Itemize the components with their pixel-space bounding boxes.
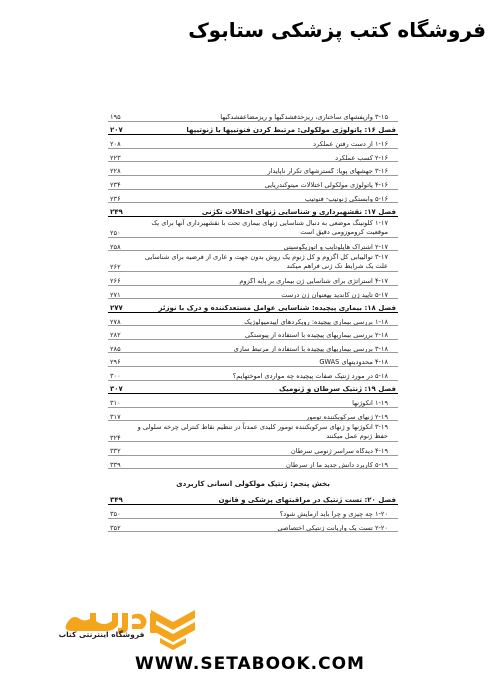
toc-section-row bbox=[108, 340, 398, 354]
page-title: فروشگاه کتب پزشکی ستابوک bbox=[188, 18, 486, 42]
toc-entry-title: ۵-۱۹ کاربرد دانش جدید ما از سرطان bbox=[286, 461, 388, 469]
toc-page-number: ۲۵۰ bbox=[110, 228, 121, 237]
toc-page-number: ۳۵۲ bbox=[110, 523, 121, 532]
toc-page-number: ۲۵۸ bbox=[110, 242, 121, 251]
toc-entry-title: ۴-۱۶ پاتولوژی مولکولی اختلالات میتوکندریایی bbox=[264, 181, 388, 189]
book-chevron-icon bbox=[148, 602, 198, 650]
toc-page-number: ۲۲۸ bbox=[110, 167, 121, 176]
toc-page-number: ۲۹۶ bbox=[110, 358, 121, 367]
toc-entry-title: ۲-۱۷ اشتراک هاپلوتایپ و اتوزیگوسیتی bbox=[283, 243, 388, 251]
toc-section-row bbox=[108, 313, 398, 327]
toc-entry-title: ۳-۱۶ جهشهای پویا: گسترشهای تکرار ناپایدار bbox=[267, 168, 388, 175]
toc-section-row bbox=[108, 408, 398, 422]
toc-section-row bbox=[108, 135, 398, 149]
toc-entry-title: ۳-۱۹ انکوژنها و ژنهای سرکوبکننده تومور کلیدی عمدتاً در تنظیم نقاط کنترلی چرخه سلولی و حفظ ژنوم عمل میکنند bbox=[137, 423, 388, 441]
toc-section-row bbox=[108, 353, 398, 367]
toc-section-row bbox=[108, 367, 398, 381]
toc-section-row bbox=[108, 394, 398, 408]
toc-page-number: ۳۲۴ bbox=[110, 433, 121, 442]
toc-section-row bbox=[108, 421, 398, 442]
toc-chapter-row bbox=[108, 203, 398, 217]
toc-entry-title: ۴-۱۸ محدودیتهای GWAS bbox=[319, 359, 388, 367]
toc-entry-title: ۲-۱۸ بررسی بیماریهای پیچیده با استفاده از پیوستگی bbox=[244, 332, 388, 339]
toc-page-number: ۲۷۸ bbox=[110, 317, 121, 326]
toc-page-number: ۲۷۷ bbox=[110, 303, 123, 312]
toc-entry-title: فصل ۲۰: تست ژنتیک در مراقبتهای پزشکی و قانون bbox=[218, 497, 396, 504]
toc-section-row bbox=[108, 505, 398, 519]
toc-entry-title: ۱-۱۶ از دست رفتن عملکرد bbox=[313, 141, 388, 148]
toc-entry-title: فصل ۱۸: بیماری پیچیده: شناسایی عوامل مستعدکننده و درک با نوزئز bbox=[158, 304, 396, 312]
toc-page-number: ۳۴۹ bbox=[110, 496, 123, 504]
toc-section-row bbox=[108, 176, 398, 190]
toc-section-row bbox=[108, 149, 398, 163]
toc-page-number: ۲۴۹ bbox=[110, 207, 123, 216]
toc-page-number: ۱۹۵ bbox=[110, 113, 121, 121]
toc-section-row bbox=[108, 326, 398, 340]
toc-section-row bbox=[108, 286, 398, 300]
toc-page-number: ۳۳۹ bbox=[110, 460, 121, 469]
toc-section-row bbox=[108, 217, 398, 238]
toc-entry-title: ۲-۱۶ کسب عملکرد bbox=[335, 154, 388, 162]
toc-section-row bbox=[108, 519, 398, 533]
toc-page-number: ۲۰۷ bbox=[110, 126, 123, 135]
toc-entry-title: ۴-۱۷ استراتژی برای شناسایی ژن بیماری بر پایه اگزوم bbox=[239, 277, 388, 285]
toc-chapter-row bbox=[108, 122, 398, 136]
site-url: WWW.SETABOOK.COM bbox=[135, 654, 365, 674]
toc-entry-title: ۱-۲۰ چه چیزی و چرا باید آزمایش شود؟ bbox=[279, 511, 388, 518]
toc-section-row bbox=[108, 272, 398, 286]
toc-page-number: ۳۱۰ bbox=[110, 399, 121, 408]
toc-page-number: ۲۶۲ bbox=[110, 263, 121, 272]
toc-entry-title: ۳-۱۸ بررسی بیماریهای پیچیده با استفاده از مرتبط سازی bbox=[233, 345, 388, 353]
table-of-contents bbox=[108, 108, 398, 532]
toc-chapter-row bbox=[108, 299, 398, 313]
toc-chapter-row bbox=[108, 381, 398, 395]
toc-entry-title: ۱-۱۸ بررسی بیماری پیچیده: رویکردهای اپیدمیولوژیک bbox=[244, 318, 388, 326]
toc-section-row bbox=[108, 456, 398, 470]
toc-page-number: ۲۸۵ bbox=[110, 344, 121, 353]
toc-section-row bbox=[108, 190, 398, 204]
toc-page-number: ۳۳۲ bbox=[110, 447, 121, 456]
toc-page-number: ۲۳۴ bbox=[110, 180, 121, 189]
toc-entry-title: ۲-۲۰ تست یک واریانت ژنتیکی اختصاصی bbox=[277, 524, 388, 532]
toc-page-number: ۲۲۳ bbox=[110, 153, 121, 162]
toc-page-number: ۲۰۸ bbox=[110, 140, 121, 149]
toc-page-number: ۳۰۷ bbox=[110, 385, 123, 394]
part-title: بخش پنجم: ژنتیک مولکولی انسانی کاربردی bbox=[176, 479, 330, 489]
toc-entry-title: ۵-۱۶ وابستگی ژنوتیپ- فنوتیپ bbox=[304, 195, 388, 203]
logo-tagline: فروشگاه اینترنتی کتاب bbox=[58, 630, 145, 639]
toc-entry-title: فصل ۱۶: پاتولوژی مولکولی: مرتبط کردن فنوتیپها با ژنوتیپها bbox=[186, 127, 396, 135]
toc-page-number: ۲۳۶ bbox=[110, 194, 121, 203]
toc-page-number: ۳۱۷ bbox=[110, 412, 121, 421]
toc-page-number: ۲۸۲ bbox=[110, 331, 121, 340]
toc-entry-title: ۳-۱۷ توالییابی کل اگزوم و کل ژنوم یک روش بدون جهت و عاری از فرضیه برای شناسایی علت یک شرایط تک ژنی فراهم میکند bbox=[144, 253, 388, 271]
toc-entry-title: ۱-۱۹ انکوژنها bbox=[352, 400, 388, 407]
toc-chapter-row bbox=[108, 491, 398, 505]
toc-page-number: ۳۵۰ bbox=[110, 510, 121, 518]
toc-entry-title: ۵-۱۸ در مورد ژنتیک صفات پیچیده چه مواردی آموختهایم؟ bbox=[232, 373, 388, 380]
toc-entry-title: فصل ۱۷: نقشهبرداری و شناسایی ژنهای اختلالات تکژنی bbox=[201, 208, 396, 216]
toc-section-row bbox=[108, 442, 398, 456]
toc-entry-title: ۱-۱۷ کلونینگ موضعی به دنبال شناسایی ژنهای بیماری تحت با نقشهبرداری آنها برای یک موقعیت کروموزومی دقیق است bbox=[151, 218, 388, 236]
toc-entry-title: ۵-۱۷ تأیید ژن کاندید بهعنوان ژن درست bbox=[281, 291, 388, 299]
toc-page-number: ۲۶۶ bbox=[110, 276, 121, 285]
toc-section-row bbox=[108, 251, 398, 272]
toc-entry-title: ۳-۱۵ واریفشهای ساختاری، ریزحذفشدگیها و ریزمضاعفشدگیها bbox=[220, 114, 388, 121]
toc-entry-title: ۲-۱۹ ژنهای سرکوبکننده تومور bbox=[306, 413, 388, 421]
toc-entry-title: ۴-۱۹ دیدگاه سراسر ژنومی سرطان bbox=[290, 448, 388, 455]
toc-section-row bbox=[108, 238, 398, 252]
toc-page-number: ۳۰۰ bbox=[110, 372, 121, 381]
toc-page-number: ۲۷۱ bbox=[110, 290, 121, 299]
toc-section-row bbox=[108, 108, 398, 122]
toc-section-row bbox=[108, 162, 398, 176]
toc-entry-title: فصل ۱۹: ژنتیک سرطان و ژنومیک bbox=[279, 386, 396, 394]
